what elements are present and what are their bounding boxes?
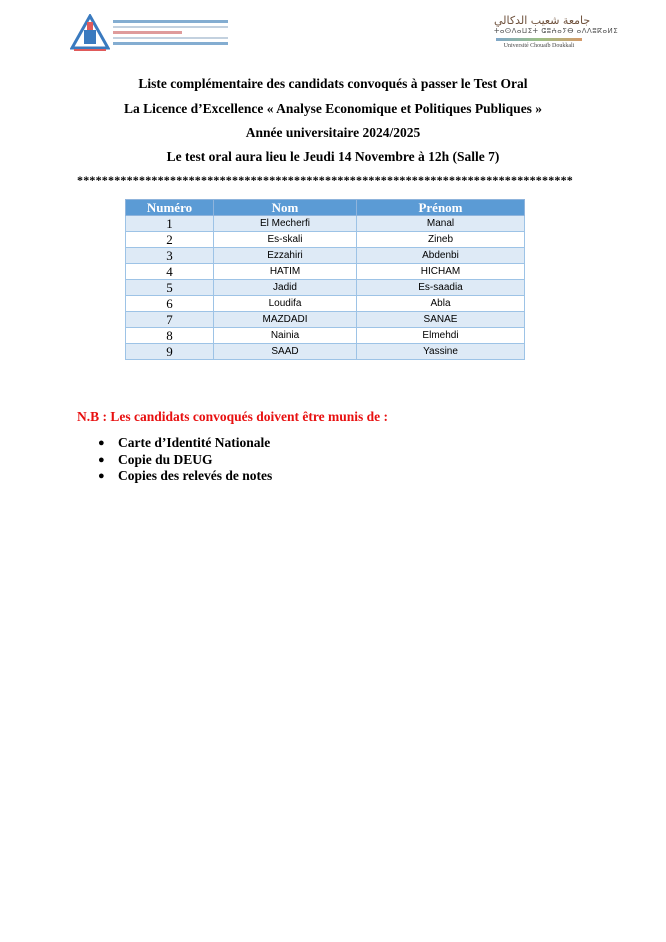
list-item-text: Copies des relevés de notes	[118, 468, 273, 483]
title-line-2: La Licence d’Excellence « Analyse Economique et Politiques Publiques »	[123, 101, 543, 116]
table-row	[126, 312, 525, 328]
cell-nom: Es-skali	[214, 232, 357, 248]
table-row	[126, 280, 525, 296]
cell-prenom: Manal	[357, 216, 525, 232]
table-row	[126, 216, 525, 232]
cell-numero: 6	[126, 296, 214, 312]
cell-prenom: Abdenbi	[357, 248, 525, 264]
cell-nom: MAZDADI	[214, 312, 357, 328]
cell-nom: Loudifa	[214, 296, 357, 312]
university-tifinagh-name: ⵜⴰⵙⴷⴰⵡⵉⵜ ⵛⵓⵄⴰⵢⴱ ⴰⴷⴷⵓⴽⴰⵍⵉ	[494, 27, 619, 35]
column-header-nom: Nom	[214, 200, 357, 216]
cell-prenom: SANAE	[357, 312, 525, 328]
column-header-numero: Numéro	[126, 200, 214, 216]
table-row	[126, 296, 525, 312]
table-row	[126, 344, 525, 360]
university-arabic-name: جامعة شعيب الدكالي	[494, 14, 591, 27]
list-item	[97, 468, 272, 485]
faculty-logo	[70, 14, 230, 54]
table-row	[126, 264, 525, 280]
note-label: N.B : Les candidats convoqués doivent être munis de :	[77, 409, 389, 424]
separator-line: ********************************************************************************	[77, 173, 573, 187]
list-item-text: Carte d’Identité Nationale	[118, 435, 271, 450]
list-item-text: Copie du DEUG	[118, 451, 213, 467]
list-item	[97, 435, 272, 452]
bullet-icon: ●	[98, 470, 105, 482]
cell-numero: 3	[126, 248, 214, 264]
cell-prenom: HICHAM	[357, 264, 525, 280]
cell-numero: 8	[126, 328, 214, 344]
title-line-3: Année universitaire 2024/2025	[245, 125, 421, 140]
required-documents-list	[97, 435, 272, 485]
cell-nom: SAAD	[214, 344, 357, 360]
cell-numero: 1	[126, 216, 214, 232]
cell-prenom: Abla	[357, 296, 525, 312]
cell-nom: Jadid	[214, 280, 357, 296]
cell-nom: El Mecherfi	[214, 216, 357, 232]
faculty-logo-text-lines	[113, 20, 228, 48]
cell-numero: 9	[126, 344, 214, 360]
bullet-icon: ●	[98, 437, 105, 449]
title-line-4: Le test oral aura lieu le Jeudi 14 Novembre à 12h (Salle 7)	[166, 149, 500, 164]
bullet-icon: ●	[98, 453, 105, 466]
cell-numero: 7	[126, 312, 214, 328]
faculty-logo-icon	[70, 14, 110, 52]
table-row	[126, 232, 525, 248]
university-logo	[494, 14, 619, 58]
table-row	[126, 248, 525, 264]
candidates-table	[125, 199, 525, 360]
university-latin-name: Université Chouaïb Doukkali	[503, 43, 575, 49]
table-row	[126, 328, 525, 344]
cell-numero: 2	[126, 232, 214, 248]
university-logo-bar	[496, 38, 582, 41]
cell-nom: HATIM	[214, 264, 357, 280]
title-line-1: Liste complémentaire des candidats convoqués à passer le Test Oral	[138, 76, 528, 91]
cell-nom: Nainia	[214, 328, 357, 344]
cell-prenom: Elmehdi	[357, 328, 525, 344]
table-header-row	[126, 200, 525, 216]
column-header-prenom: Prénom	[357, 200, 525, 216]
cell-numero: 5	[126, 280, 214, 296]
cell-prenom: Es-saadia	[357, 280, 525, 296]
cell-numero: 4	[126, 264, 214, 280]
cell-prenom: Zineb	[357, 232, 525, 248]
cell-prenom: Yassine	[357, 344, 525, 360]
cell-nom: Ezzahiri	[214, 248, 357, 264]
list-item	[97, 452, 272, 469]
